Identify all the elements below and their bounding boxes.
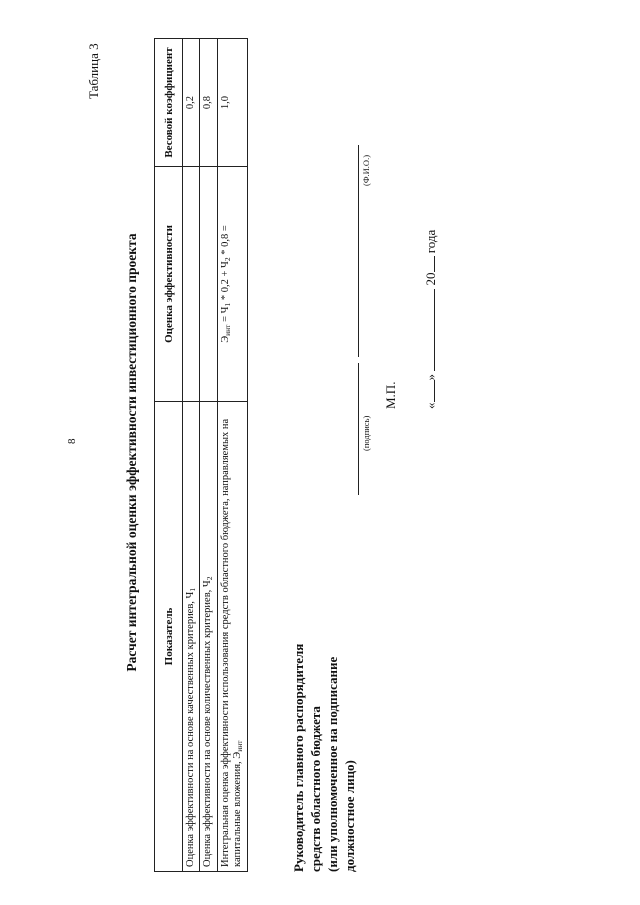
estimate-cell: [200, 167, 218, 402]
formula-term: = Ч: [219, 306, 231, 325]
indicator-subscript: 2: [205, 576, 215, 581]
indicator-cell: [200, 402, 218, 872]
table-header-row: [155, 39, 183, 872]
indicator-text: Оценка эффективности на основе качественных критериев, Ч: [184, 591, 196, 867]
efficiency-table: [154, 38, 248, 872]
signatory-line: должностное лицо): [342, 760, 357, 872]
signatory-title: [290, 572, 358, 872]
day-blank: [423, 381, 435, 403]
name-caption: (Ф.И.О.): [361, 154, 371, 186]
signatory-line: (или уполномоченное на подписание: [325, 656, 340, 872]
table-label: Таблица 3: [86, 43, 101, 99]
year-suffix: года: [423, 229, 438, 254]
header-estimate: Оценка эффективности: [155, 167, 183, 402]
indicator-cell: [217, 402, 247, 872]
table-row: [217, 39, 247, 872]
weight-cell: 0,2: [182, 39, 200, 167]
indicator-text: Оценка эффективности на основе количественных критериев, Ч: [202, 580, 214, 867]
date-line: [423, 230, 439, 409]
indicator-cell: [182, 402, 200, 872]
weight-cell: 0,8: [200, 39, 218, 167]
year-blank: [423, 257, 435, 273]
formula-term: * 0,8 =: [219, 225, 231, 258]
formula-cell: [217, 167, 247, 402]
signatory-line: Руководитель главного распорядителя: [291, 643, 306, 872]
signatory-line: средств областного бюджета: [308, 706, 323, 872]
formula-subscript: 1: [222, 302, 232, 307]
page-number: 8: [66, 438, 78, 444]
document-title: Расчет интегральной оценки эффективности инвестиционного проекта: [124, 233, 139, 672]
date-close-quote: »: [423, 374, 438, 381]
table-row: [200, 39, 218, 872]
year-prefix: 20: [423, 272, 438, 286]
table-row: [182, 39, 200, 872]
date-open-quote: «: [423, 402, 438, 409]
signature-line: [358, 363, 359, 495]
indicator-subscript: 1: [187, 587, 197, 592]
month-blank: [423, 289, 435, 371]
formula-term: * 0,2 + Ч: [219, 261, 231, 303]
indicator-text: Интегральная оценка эффективности использования средств областного бюджета, направляемых на капитальные вложения, Э: [219, 418, 243, 867]
stamp-placeholder: М.П.: [383, 381, 398, 409]
indicator-subscript: инт: [234, 740, 244, 752]
header-weight: Весовой коэффициент: [155, 39, 183, 167]
formula-subscript: инт: [222, 324, 232, 336]
header-indicator: Показатель: [155, 402, 183, 872]
formula-symbol: Э: [219, 335, 231, 343]
formula-subscript: 2: [222, 257, 232, 262]
name-line: [358, 145, 359, 357]
weight-cell: 1,0: [217, 39, 247, 167]
estimate-cell: [182, 167, 200, 402]
signature-caption: (подпись): [361, 415, 371, 451]
